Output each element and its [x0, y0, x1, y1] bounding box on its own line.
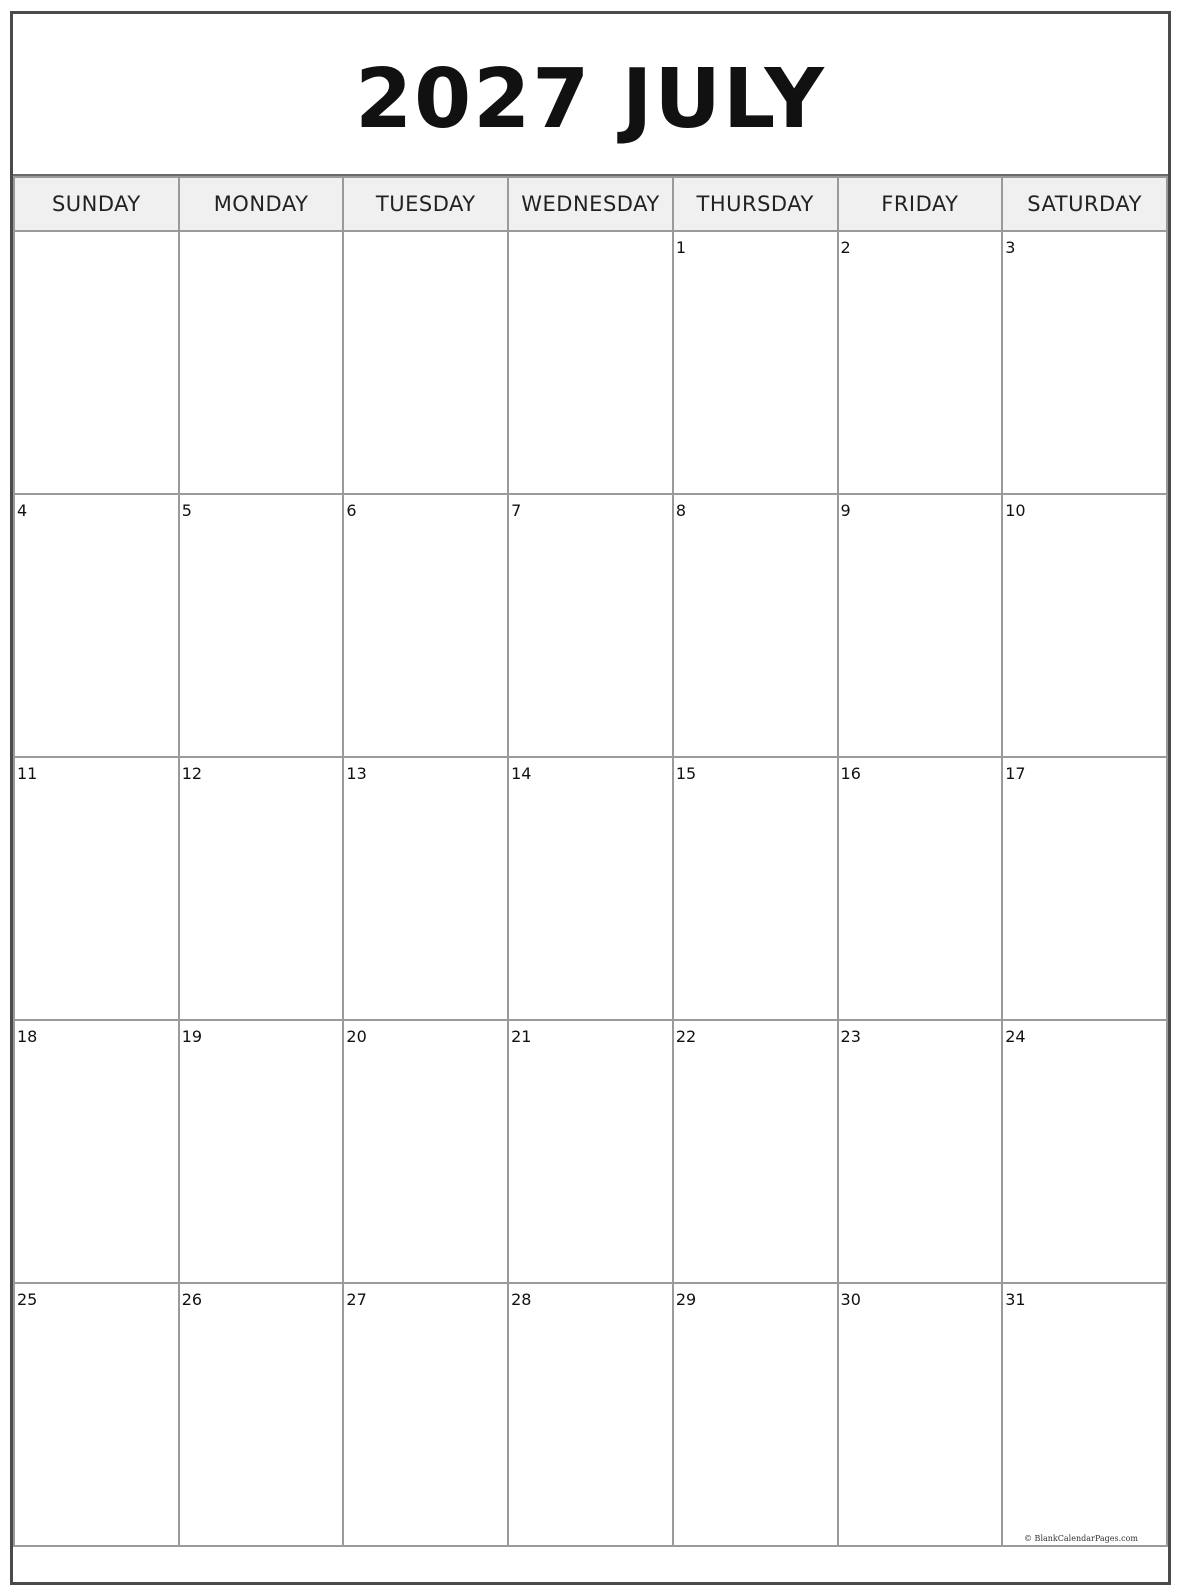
calendar-title: 2027 JULY [355, 51, 826, 147]
day-number: 4 [17, 501, 28, 520]
day-cell [343, 231, 508, 494]
day-number: 12 [181, 764, 203, 783]
day-number: 13 [346, 764, 367, 783]
day-number: 6 [346, 501, 357, 520]
day-number: 1 [675, 238, 686, 257]
day-number: 14 [511, 764, 532, 783]
day-cell [508, 231, 673, 494]
day-number: 26 [181, 1290, 203, 1309]
day-cell [673, 231, 838, 494]
day-cell [673, 757, 838, 1020]
day-cell [343, 1283, 508, 1546]
day-number: 9 [840, 501, 851, 520]
day-number: 19 [181, 1027, 203, 1046]
day-number: 17 [1005, 764, 1026, 783]
day-cell [673, 494, 838, 757]
day-number: 28 [511, 1290, 532, 1309]
day-cell [508, 757, 673, 1020]
day-number: 21 [511, 1027, 532, 1046]
day-cell [14, 1283, 179, 1546]
day-cell [838, 1020, 1003, 1283]
credit-text: © BlankCalendarPages.com [1024, 1534, 1138, 1543]
day-cell [1002, 494, 1167, 757]
day-number: 10 [1005, 501, 1026, 520]
day-number: 16 [840, 764, 861, 783]
day-number: 23 [840, 1027, 861, 1046]
day-number: 30 [840, 1290, 861, 1309]
day-cell [1002, 1020, 1167, 1283]
weekday-sunday: SUNDAY [14, 177, 179, 231]
day-number: 31 [1005, 1290, 1026, 1309]
day-number: 29 [675, 1290, 697, 1309]
day-cell [343, 1020, 508, 1283]
day-number: 27 [346, 1290, 367, 1309]
day-cell [14, 1020, 179, 1283]
title-bar [13, 14, 1168, 176]
calendar-sheet [10, 11, 1171, 1585]
day-cell [1002, 757, 1167, 1020]
day-cell [508, 1020, 673, 1283]
weekday-wednesday: WEDNESDAY [508, 177, 673, 231]
day-number: 8 [675, 501, 686, 520]
day-cell [1002, 231, 1167, 494]
day-cell [179, 231, 344, 494]
day-cell [179, 1020, 344, 1283]
day-cell [838, 1283, 1003, 1546]
weekday-friday: FRIDAY [838, 177, 1003, 231]
day-cell [14, 757, 179, 1020]
weekday-saturday: SATURDAY [1002, 177, 1167, 231]
weekday-header-row [14, 177, 1167, 231]
day-number: 25 [17, 1290, 38, 1309]
weekday-thursday: THURSDAY [673, 177, 838, 231]
day-cell [673, 1020, 838, 1283]
day-cell [179, 1283, 344, 1546]
day-cell [838, 494, 1003, 757]
day-cell [179, 494, 344, 757]
day-cell [838, 231, 1003, 494]
weekday-tuesday: TUESDAY [343, 177, 508, 231]
week-row-1 [14, 231, 1167, 494]
day-cell [14, 231, 179, 494]
day-number: 24 [1005, 1027, 1026, 1046]
day-cell [508, 1283, 673, 1546]
weekday-monday: MONDAY [179, 177, 344, 231]
day-cell [508, 494, 673, 757]
day-number: 20 [346, 1027, 367, 1046]
day-number: 11 [17, 764, 38, 783]
day-number: 18 [17, 1027, 38, 1046]
week-row-4 [14, 1020, 1167, 1283]
week-row-2 [14, 494, 1167, 757]
calendar-grid [13, 176, 1168, 1547]
day-cell [343, 494, 508, 757]
day-cell [1002, 1283, 1167, 1546]
day-cell [673, 1283, 838, 1546]
day-number: 2 [840, 238, 851, 257]
day-cell [343, 757, 508, 1020]
day-number: 7 [511, 501, 522, 520]
day-number: 22 [675, 1027, 697, 1046]
week-row-5 [14, 1283, 1167, 1546]
day-number: 15 [675, 764, 697, 783]
day-cell [179, 757, 344, 1020]
day-cell [14, 494, 179, 757]
day-number: 3 [1005, 238, 1016, 257]
day-number: 5 [181, 501, 192, 520]
week-row-3 [14, 757, 1167, 1020]
day-cell [838, 757, 1003, 1020]
